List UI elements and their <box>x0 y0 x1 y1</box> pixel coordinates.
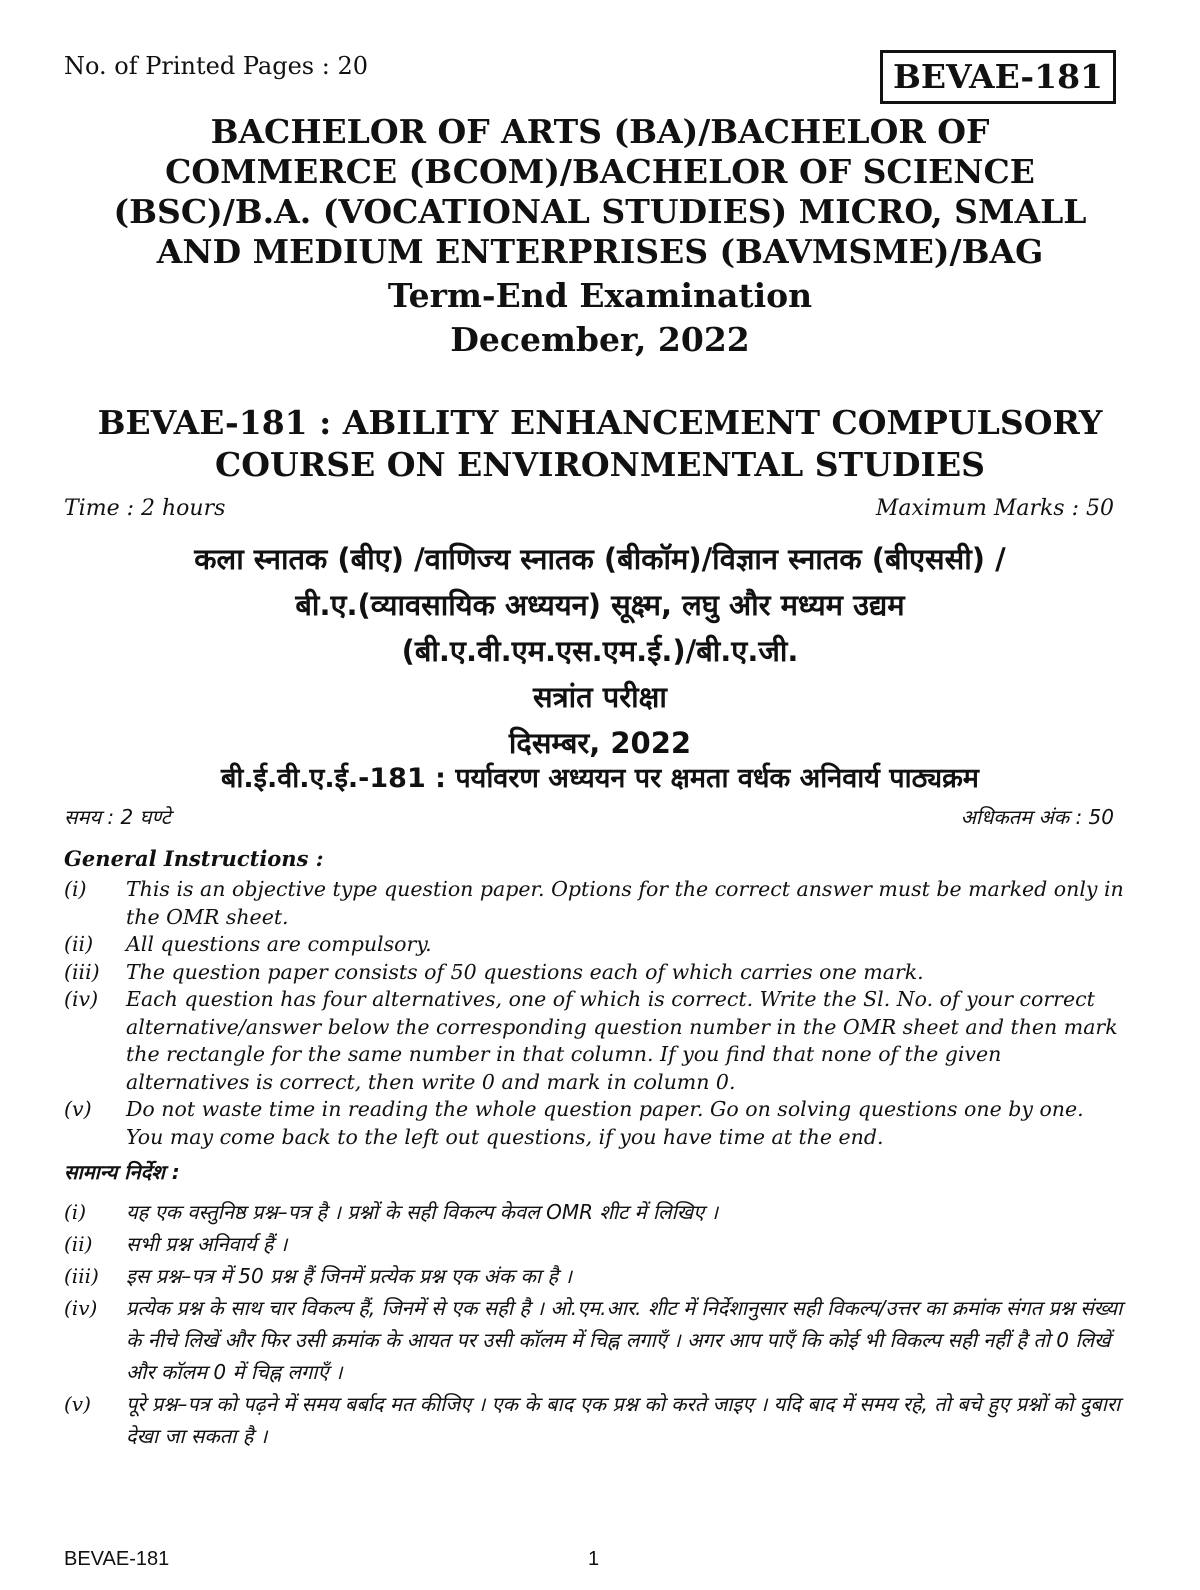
list-item <box>64 986 1124 1096</box>
list-item <box>64 1096 1124 1151</box>
paper-code-box: BEVAE-181 <box>880 50 1116 104</box>
max-marks-hi: अधिकतम अंक : 50 <box>960 805 1114 829</box>
item-text: सभी प्रश्न अनिवार्य हैं । <box>126 1232 288 1256</box>
item-number: (iv) <box>64 1296 98 1320</box>
title-line: COMMERCE (BCOM)/BACHELOR OF SCIENCE <box>165 152 1035 191</box>
course-line: COURSE ON ENVIRONMENTAL STUDIES <box>215 445 985 484</box>
english-title <box>0 112 1200 360</box>
exam-date: December, 2022 <box>450 320 750 359</box>
item-number: (v) <box>64 1392 91 1416</box>
item-number: (ii) <box>64 1232 93 1256</box>
general-instructions-title: General Instructions : <box>64 846 324 871</box>
list-item <box>64 1196 1124 1228</box>
list-item <box>64 1228 1124 1260</box>
time-hi: समय : 2 घण्टे <box>64 805 171 829</box>
hindi-title-line: कला स्नातक (बीए) /वाणिज्य स्नातक (बीकॉम)/विज्ञान स्नातक (बीएससी) / <box>194 542 1006 576</box>
hindi-title-line: बी.ए.(व्यावसायिक अध्ययन) सूक्ष्म, लघु और मध्यम उद्यम <box>295 588 905 622</box>
page-number: 1 <box>588 1548 600 1570</box>
hindi-exam-date: दिसम्बर, 2022 <box>508 726 692 760</box>
item-number: (iii) <box>64 959 100 984</box>
hindi-title <box>0 536 1200 766</box>
item-number: (v) <box>64 1097 92 1121</box>
item-text: इस प्रश्न–पत्र में 50 प्रश्न हैं जिनमें प्रत्येक प्रश्न एक अंक का है । <box>126 1264 572 1288</box>
item-number: (i) <box>64 1200 87 1224</box>
item-number: (iii) <box>64 1264 99 1288</box>
footer-paper-code: BEVAE-181 <box>64 1548 170 1570</box>
max-marks-en: Maximum Marks : 50 <box>875 496 1114 521</box>
list-item <box>64 931 1124 959</box>
list-item <box>64 1388 1124 1452</box>
title-line: AND MEDIUM ENTERPRISES (BAVMSME)/BAG <box>156 232 1044 271</box>
item-text: प्रत्येक प्रश्न के साथ चार विकल्प हैं, जिनमें से एक सही है । ओ.एम.आर. शीट में निर्देशानुसार सही विकल्प/उत्तर का क्रमांक संगत प्रश्न संख्या के नीचे लिखें और फिर उसी क्रमांक के आयत पर उसी कॉलम में चिह्न लगाएँ । अगर आप पाएँ कि कोई भी विकल्प सही नहीं है तो 0 लिखें और कॉलम 0 में चिह्न लगाएँ । <box>126 1296 1123 1384</box>
exam-name: Term-End Examination <box>387 276 813 315</box>
title-line: BACHELOR OF ARTS (BA)/BACHELOR OF <box>210 112 990 151</box>
list-item <box>64 959 1124 987</box>
list-item <box>64 1260 1124 1292</box>
item-text: Do not waste time in reading the whole question paper. Go on solving questions one by one. You may come back to the left out questions, if you have time at the end. <box>126 1097 1084 1149</box>
item-number: (iv) <box>64 987 99 1011</box>
list-item <box>64 1292 1124 1388</box>
instructions-en-list <box>64 876 1124 1151</box>
title-line: (BSC)/B.A. (VOCATIONAL STUDIES) MICRO, SMALL <box>113 192 1087 231</box>
list-item <box>64 876 1124 931</box>
item-text: यह एक वस्तुनिष्ठ प्रश्न–पत्र है । प्रश्नों के सही विकल्प केवल OMR शीट में लिखिए । <box>126 1200 719 1224</box>
hindi-exam-name: सत्रांत परीक्षा <box>533 680 667 714</box>
hindi-title-line: (बी.ए.वी.एम.एस.एम.ई.)/बी.ए.जी. <box>401 634 799 668</box>
course-title-hi: बी.ई.वी.ए.ई.-181 : पर्यावरण अध्ययन पर क्षमता वर्धक अनिवार्य पाठ्यक्रम <box>221 763 979 794</box>
item-text: Each question has four alternatives, one of which is correct. Write the Sl. No. of your correct alternative/answer below the corresponding question number in the OMR sheet and then mark the rectangle for the same number in that column. If you find that none of the given alternatives is correct, then write 0 and mark in column 0. <box>126 987 1118 1094</box>
item-number: (ii) <box>64 932 94 956</box>
item-number: (i) <box>64 877 87 901</box>
item-text: This is an objective type question paper. Options for the correct answer must be marked only in the OMR sheet. <box>126 877 1124 929</box>
item-text: The question paper consists of 50 questions each of which carries one mark. <box>126 959 924 984</box>
time-en: Time : 2 hours <box>64 496 226 521</box>
instructions-hi-list <box>64 1196 1124 1452</box>
hindi-instructions-title: सामान्य निर्देश : <box>64 1160 180 1184</box>
item-text: पूरे प्रश्न–पत्र को पढ़ने में समय बर्बाद मत कीजिए । एक के बाद एक प्रश्न को करते जाइए । यदि बाद में समय रहे, तो बचे हुए प्रश्नों को दुबारा देखा जा सकता है । <box>126 1392 1121 1448</box>
item-text: All questions are compulsory. <box>126 932 432 956</box>
course-line: BEVAE-181 : ABILITY ENHANCEMENT COMPULSORY <box>97 403 1103 442</box>
course-title-en <box>0 402 1200 486</box>
printed-pages: No. of Printed Pages : 20 <box>64 52 368 80</box>
